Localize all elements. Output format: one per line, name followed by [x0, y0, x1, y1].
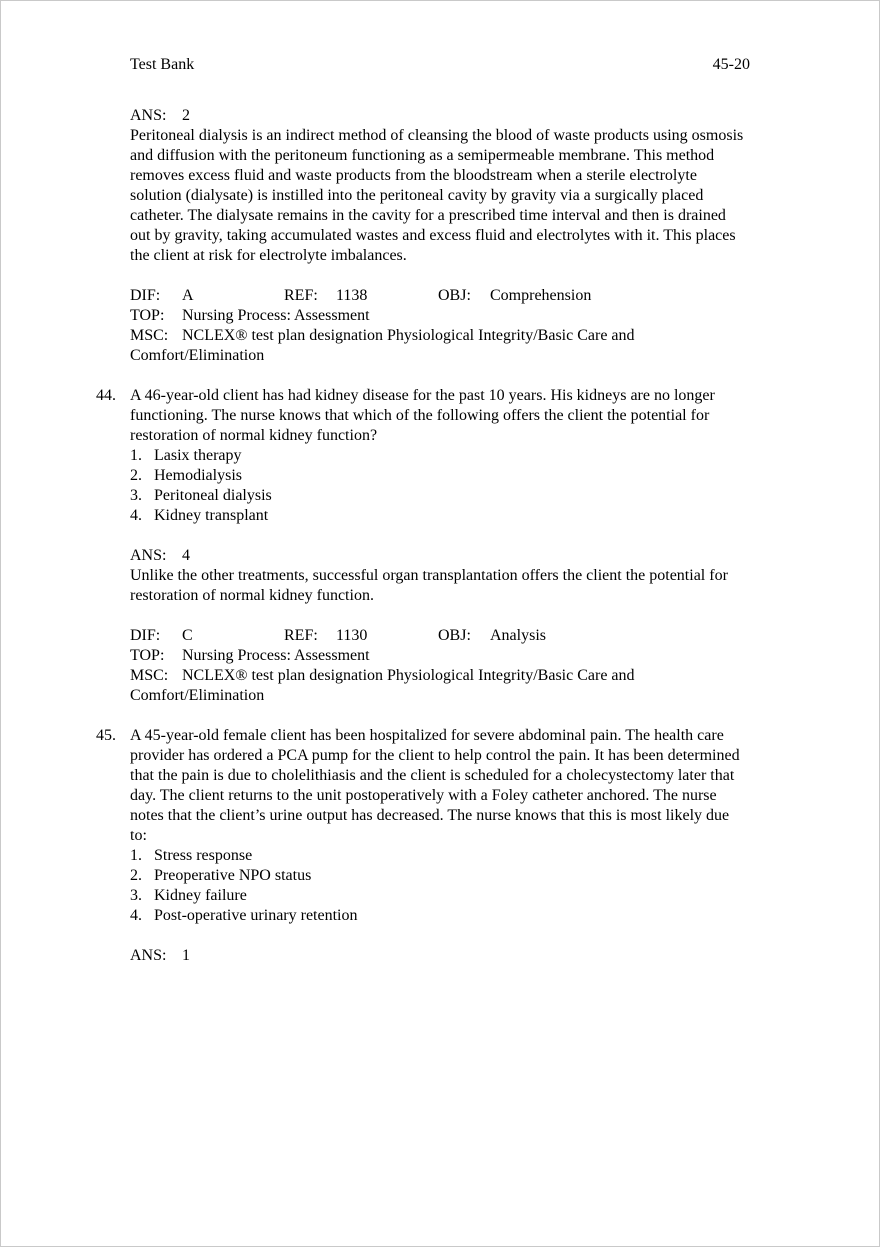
dif-ref-obj-line	[130, 286, 750, 306]
msc-value: NCLEX® test plan designation Physiological Integrity/Basic Care and Comfort/Elimination	[130, 327, 635, 364]
msc-line	[130, 666, 750, 706]
question-stem: A 46-year-old client has had kidney disease for the past 10 years. His kidneys are no longer functioning. The nurse knows that which of the following offers the client the potential for restoration of normal kidney function?	[130, 387, 715, 444]
option-number: 4.	[130, 507, 142, 524]
option-number: 4.	[130, 907, 142, 924]
top-line	[130, 306, 750, 326]
answer-option	[130, 906, 750, 926]
answer-option	[130, 486, 750, 506]
top-value: Nursing Process: Assessment	[182, 647, 370, 664]
obj-value: Analysis	[490, 627, 546, 644]
obj-label: OBJ:	[438, 627, 471, 644]
answer-line	[130, 106, 750, 126]
answer-line	[130, 546, 750, 566]
option-text: Kidney transplant	[154, 507, 269, 524]
ans-value: 2	[182, 107, 190, 124]
dif-value: A	[182, 287, 194, 304]
option-number: 3.	[130, 887, 142, 904]
option-number: 1.	[130, 847, 142, 864]
question-number: 44.	[96, 387, 116, 404]
obj-value: Comprehension	[490, 287, 592, 304]
answer-option	[130, 866, 750, 886]
dif-value: C	[182, 627, 193, 644]
top-line	[130, 646, 750, 666]
answer-option	[130, 506, 750, 526]
ref-label: REF:	[284, 287, 318, 304]
header-title: Test Bank	[130, 56, 195, 73]
answer-option	[130, 846, 750, 866]
page-header	[130, 55, 750, 75]
obj-label: OBJ:	[438, 287, 471, 304]
msc-value: NCLEX® test plan designation Physiological Integrity/Basic Care and Comfort/Elimination	[130, 667, 635, 704]
option-number: 2.	[130, 867, 142, 884]
option-number: 3.	[130, 487, 142, 504]
dif-ref-obj-line	[130, 626, 750, 646]
meta-block	[130, 286, 750, 366]
rationale-text: Unlike the other treatments, successful organ transplantation offers the client the potential for restoration of normal kidney function.	[130, 567, 728, 604]
option-number: 2.	[130, 467, 142, 484]
option-number: 1.	[130, 447, 142, 464]
option-text: Stress response	[154, 847, 253, 864]
question-45	[96, 726, 750, 966]
msc-line	[130, 326, 750, 366]
top-label: TOP:	[130, 307, 165, 324]
answer-line	[130, 946, 750, 966]
option-text: Hemodialysis	[154, 467, 242, 484]
top-label: TOP:	[130, 647, 165, 664]
option-text: Preoperative NPO status	[154, 867, 312, 884]
ans-value: 1	[182, 947, 190, 964]
answer-option	[130, 886, 750, 906]
question-44	[96, 386, 750, 706]
ans-label: ANS:	[130, 947, 167, 964]
top-value: Nursing Process: Assessment	[182, 307, 370, 324]
page-number: 45-20	[712, 56, 750, 73]
msc-label: MSC:	[130, 327, 169, 344]
dif-label: DIF:	[130, 627, 161, 644]
meta-block	[130, 626, 750, 706]
dif-label: DIF:	[130, 287, 161, 304]
rationale-text: Peritoneal dialysis is an indirect method of cleansing the blood of waste products using osmosis and diffusion with the peritoneum functioning as a semipermeable membrane. This method removes excess fluid and waste products from the bloodstream when a sterile electrolyte solution (dialysate) is instilled into the peritoneal cavity by gravity via a surgically placed catheter. The dialysate remains in the cavity for a prescribed time interval and then is drained out by gravity, taking accumulated wastes and excess fluid and electrolytes with it. This places the client at risk for electrolyte imbalances.	[130, 127, 744, 264]
ref-label: REF:	[284, 627, 318, 644]
ref-value: 1138	[336, 287, 368, 304]
option-text: Lasix therapy	[154, 447, 242, 464]
question-stem: A 45-year-old female client has been hospitalized for severe abdominal pain. The health care provider has ordered a PCA pump for the client to help control the pain. It has been determined that the pain is due to cholelithiasis and the client is scheduled for a cholecystectomy later that day. The client returns to the unit postoperatively with a Foley catheter anchored. The nurse notes that the client’s urine output has decreased. The nurse knows that this is most likely due to:	[130, 727, 740, 844]
option-text: Post-operative urinary retention	[154, 907, 358, 924]
question-number: 45.	[96, 727, 116, 744]
ans-value: 4	[182, 547, 190, 564]
msc-label: MSC:	[130, 667, 169, 684]
answer-option	[130, 466, 750, 486]
answer-option	[130, 446, 750, 466]
ref-value: 1130	[336, 627, 368, 644]
option-text: Peritoneal dialysis	[154, 487, 272, 504]
ans-label: ANS:	[130, 547, 167, 564]
ans-label: ANS:	[130, 107, 167, 124]
option-text: Kidney failure	[154, 887, 247, 904]
